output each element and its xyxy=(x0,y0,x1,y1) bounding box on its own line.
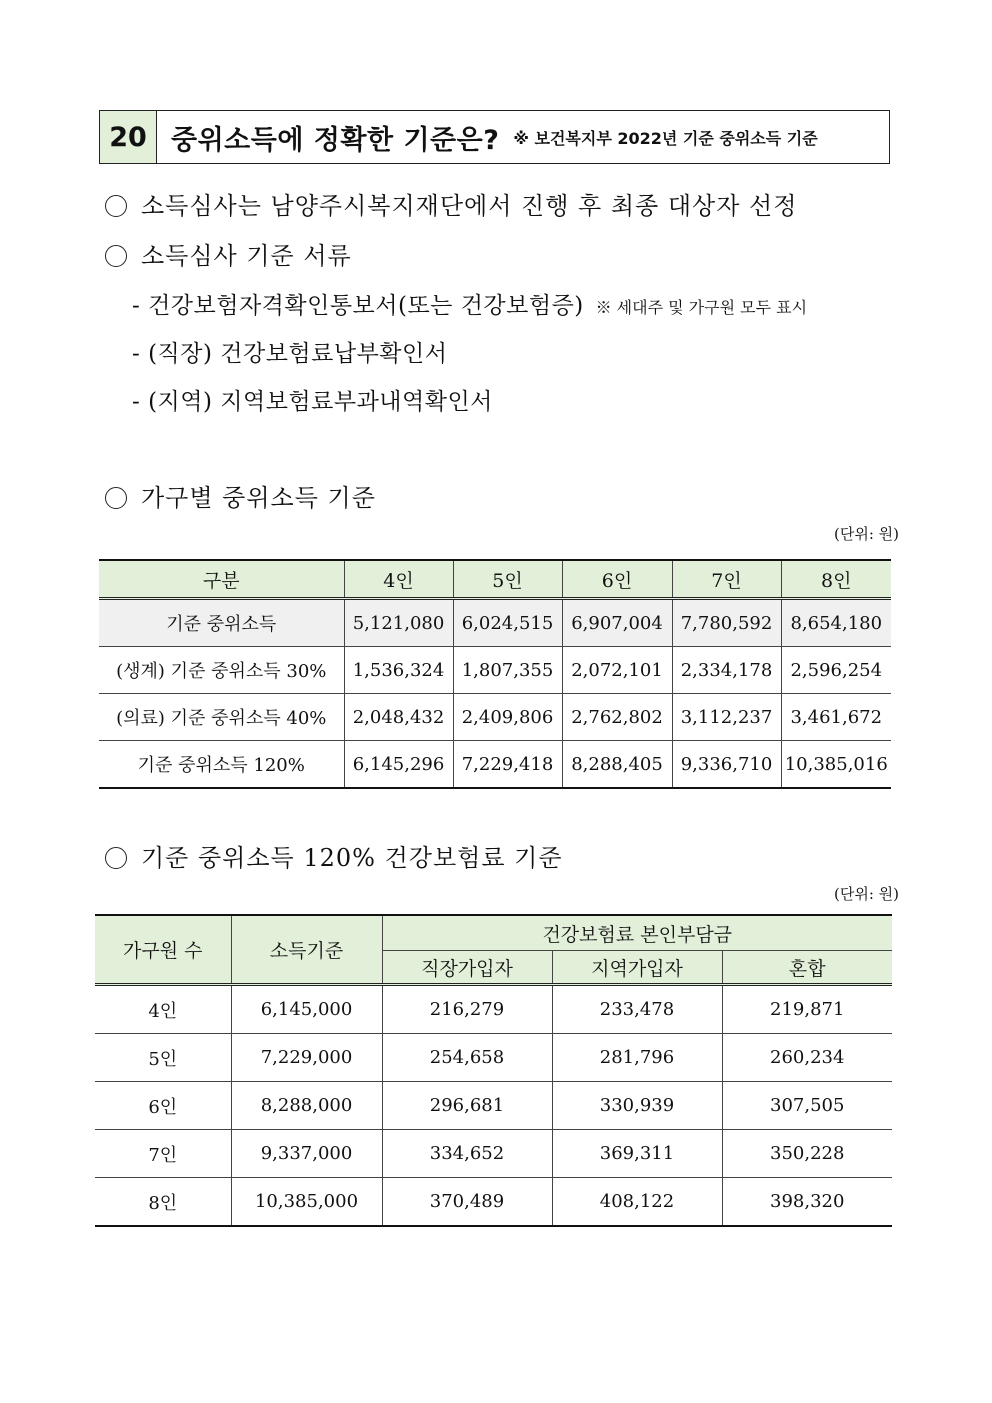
table-cell: 6,024,515 xyxy=(453,599,562,647)
row-label: 4인 xyxy=(95,985,231,1034)
document-item: - (직장) 건강보험료납부확인서 xyxy=(132,341,448,367)
column-header: 7인 xyxy=(672,560,781,599)
table-header-row xyxy=(99,560,891,599)
table-cell: 307,505 xyxy=(722,1082,892,1130)
table-cell: 8,654,180 xyxy=(781,599,891,647)
table-cell: 219,871 xyxy=(722,985,892,1034)
table-cell: 254,658 xyxy=(382,1034,552,1082)
document-item: - (지역) 지역보험료부과내역확인서 xyxy=(132,389,493,415)
table-cell: 8,288,405 xyxy=(562,741,672,789)
column-header: 지역가입자 xyxy=(552,951,722,985)
table-row xyxy=(99,741,891,789)
column-header: 가구원 수 xyxy=(95,915,231,985)
column-header: 혼합 xyxy=(722,951,892,985)
column-header: 직장가입자 xyxy=(382,951,552,985)
document-note: ※ 세대주 및 가구원 모두 표시 xyxy=(595,298,808,317)
table-cell: 7,780,592 xyxy=(672,599,781,647)
table-cell: 370,489 xyxy=(382,1178,552,1227)
table-cell: 369,311 xyxy=(552,1130,722,1178)
title-area xyxy=(157,111,818,163)
bullet-documents: 소득심사 기준 서류 xyxy=(105,236,352,271)
question-number: 20 xyxy=(100,111,157,163)
table-row xyxy=(99,647,891,694)
column-header: 8인 xyxy=(781,560,891,599)
section2-heading: 기준 중위소득 120% 건강보험료 기준 xyxy=(105,838,563,873)
table-row xyxy=(99,599,891,647)
row-label: 5인 xyxy=(95,1034,231,1082)
circle-bullet-icon xyxy=(105,847,127,869)
row-label: 기준 중위소득 120% xyxy=(99,741,344,789)
section1-heading: 가구별 중위소득 기준 xyxy=(105,478,376,513)
table-cell: 9,337,000 xyxy=(231,1130,382,1178)
median-income-table xyxy=(99,559,891,789)
table-cell: 408,122 xyxy=(552,1178,722,1227)
table-header-row xyxy=(95,915,892,951)
table-cell: 334,652 xyxy=(382,1130,552,1178)
unit-label: (단위: 원) xyxy=(834,525,899,543)
table-row xyxy=(95,1178,892,1227)
table-cell: 216,279 xyxy=(382,985,552,1034)
table-cell: 1,536,324 xyxy=(344,647,453,694)
table-cell: 2,409,806 xyxy=(453,694,562,741)
table-cell: 330,939 xyxy=(552,1082,722,1130)
title-note: ※ 보건복지부 2022년 기준 중위소득 기준 xyxy=(513,128,818,148)
circle-bullet-icon xyxy=(105,245,127,267)
table-cell: 7,229,418 xyxy=(453,741,562,789)
table-cell: 10,385,016 xyxy=(781,741,891,789)
row-label: (생계) 기준 중위소득 30% xyxy=(99,647,344,694)
table-cell: 6,145,296 xyxy=(344,741,453,789)
column-header: 4인 xyxy=(344,560,453,599)
row-label: 7인 xyxy=(95,1130,231,1178)
table-cell: 296,681 xyxy=(382,1082,552,1130)
column-header: 구분 xyxy=(99,560,344,599)
table-cell: 398,320 xyxy=(722,1178,892,1227)
table-cell: 2,762,802 xyxy=(562,694,672,741)
page-title: 중위소득에 정확한 기준은? xyxy=(171,124,500,156)
document-item: - 건강보험자격확인통보서(또는 건강보험증) ※ 세대주 및 가구원 모두 표시 xyxy=(132,293,808,319)
table-cell: 9,336,710 xyxy=(672,741,781,789)
unit-label: (단위: 원) xyxy=(834,885,899,903)
table-cell: 2,048,432 xyxy=(344,694,453,741)
title-box xyxy=(99,110,890,164)
column-header: 소득기준 xyxy=(231,915,382,985)
table-cell: 3,112,237 xyxy=(672,694,781,741)
table-row xyxy=(99,694,891,741)
table-cell: 8,288,000 xyxy=(231,1082,382,1130)
table-cell: 3,461,672 xyxy=(781,694,891,741)
health-insurance-table xyxy=(95,914,892,1227)
table-cell: 350,228 xyxy=(722,1130,892,1178)
table-cell: 2,596,254 xyxy=(781,647,891,694)
table-cell: 7,229,000 xyxy=(231,1034,382,1082)
table-cell: 281,796 xyxy=(552,1034,722,1082)
column-header: 5인 xyxy=(453,560,562,599)
table-row xyxy=(95,1130,892,1178)
table-row xyxy=(95,1034,892,1082)
row-label: 6인 xyxy=(95,1082,231,1130)
table-cell: 2,072,101 xyxy=(562,647,672,694)
table-cell: 1,807,355 xyxy=(453,647,562,694)
table-cell: 260,234 xyxy=(722,1034,892,1082)
table-cell: 2,334,178 xyxy=(672,647,781,694)
circle-bullet-icon xyxy=(105,487,127,509)
column-group-header: 건강보험료 본인부담금 xyxy=(382,915,892,951)
circle-bullet-icon xyxy=(105,195,127,217)
table-cell: 5,121,080 xyxy=(344,599,453,647)
column-header: 6인 xyxy=(562,560,672,599)
table-cell: 10,385,000 xyxy=(231,1178,382,1227)
row-label: 기준 중위소득 xyxy=(99,599,344,647)
table-cell: 233,478 xyxy=(552,985,722,1034)
table-cell: 6,907,004 xyxy=(562,599,672,647)
row-label: 8인 xyxy=(95,1178,231,1227)
row-label: (의료) 기준 중위소득 40% xyxy=(99,694,344,741)
table-row xyxy=(95,985,892,1034)
bullet-screening: 소득심사는 남양주시복지재단에서 진행 후 최종 대상자 선정 xyxy=(105,186,797,221)
table-row xyxy=(95,1082,892,1130)
table-cell: 6,145,000 xyxy=(231,985,382,1034)
